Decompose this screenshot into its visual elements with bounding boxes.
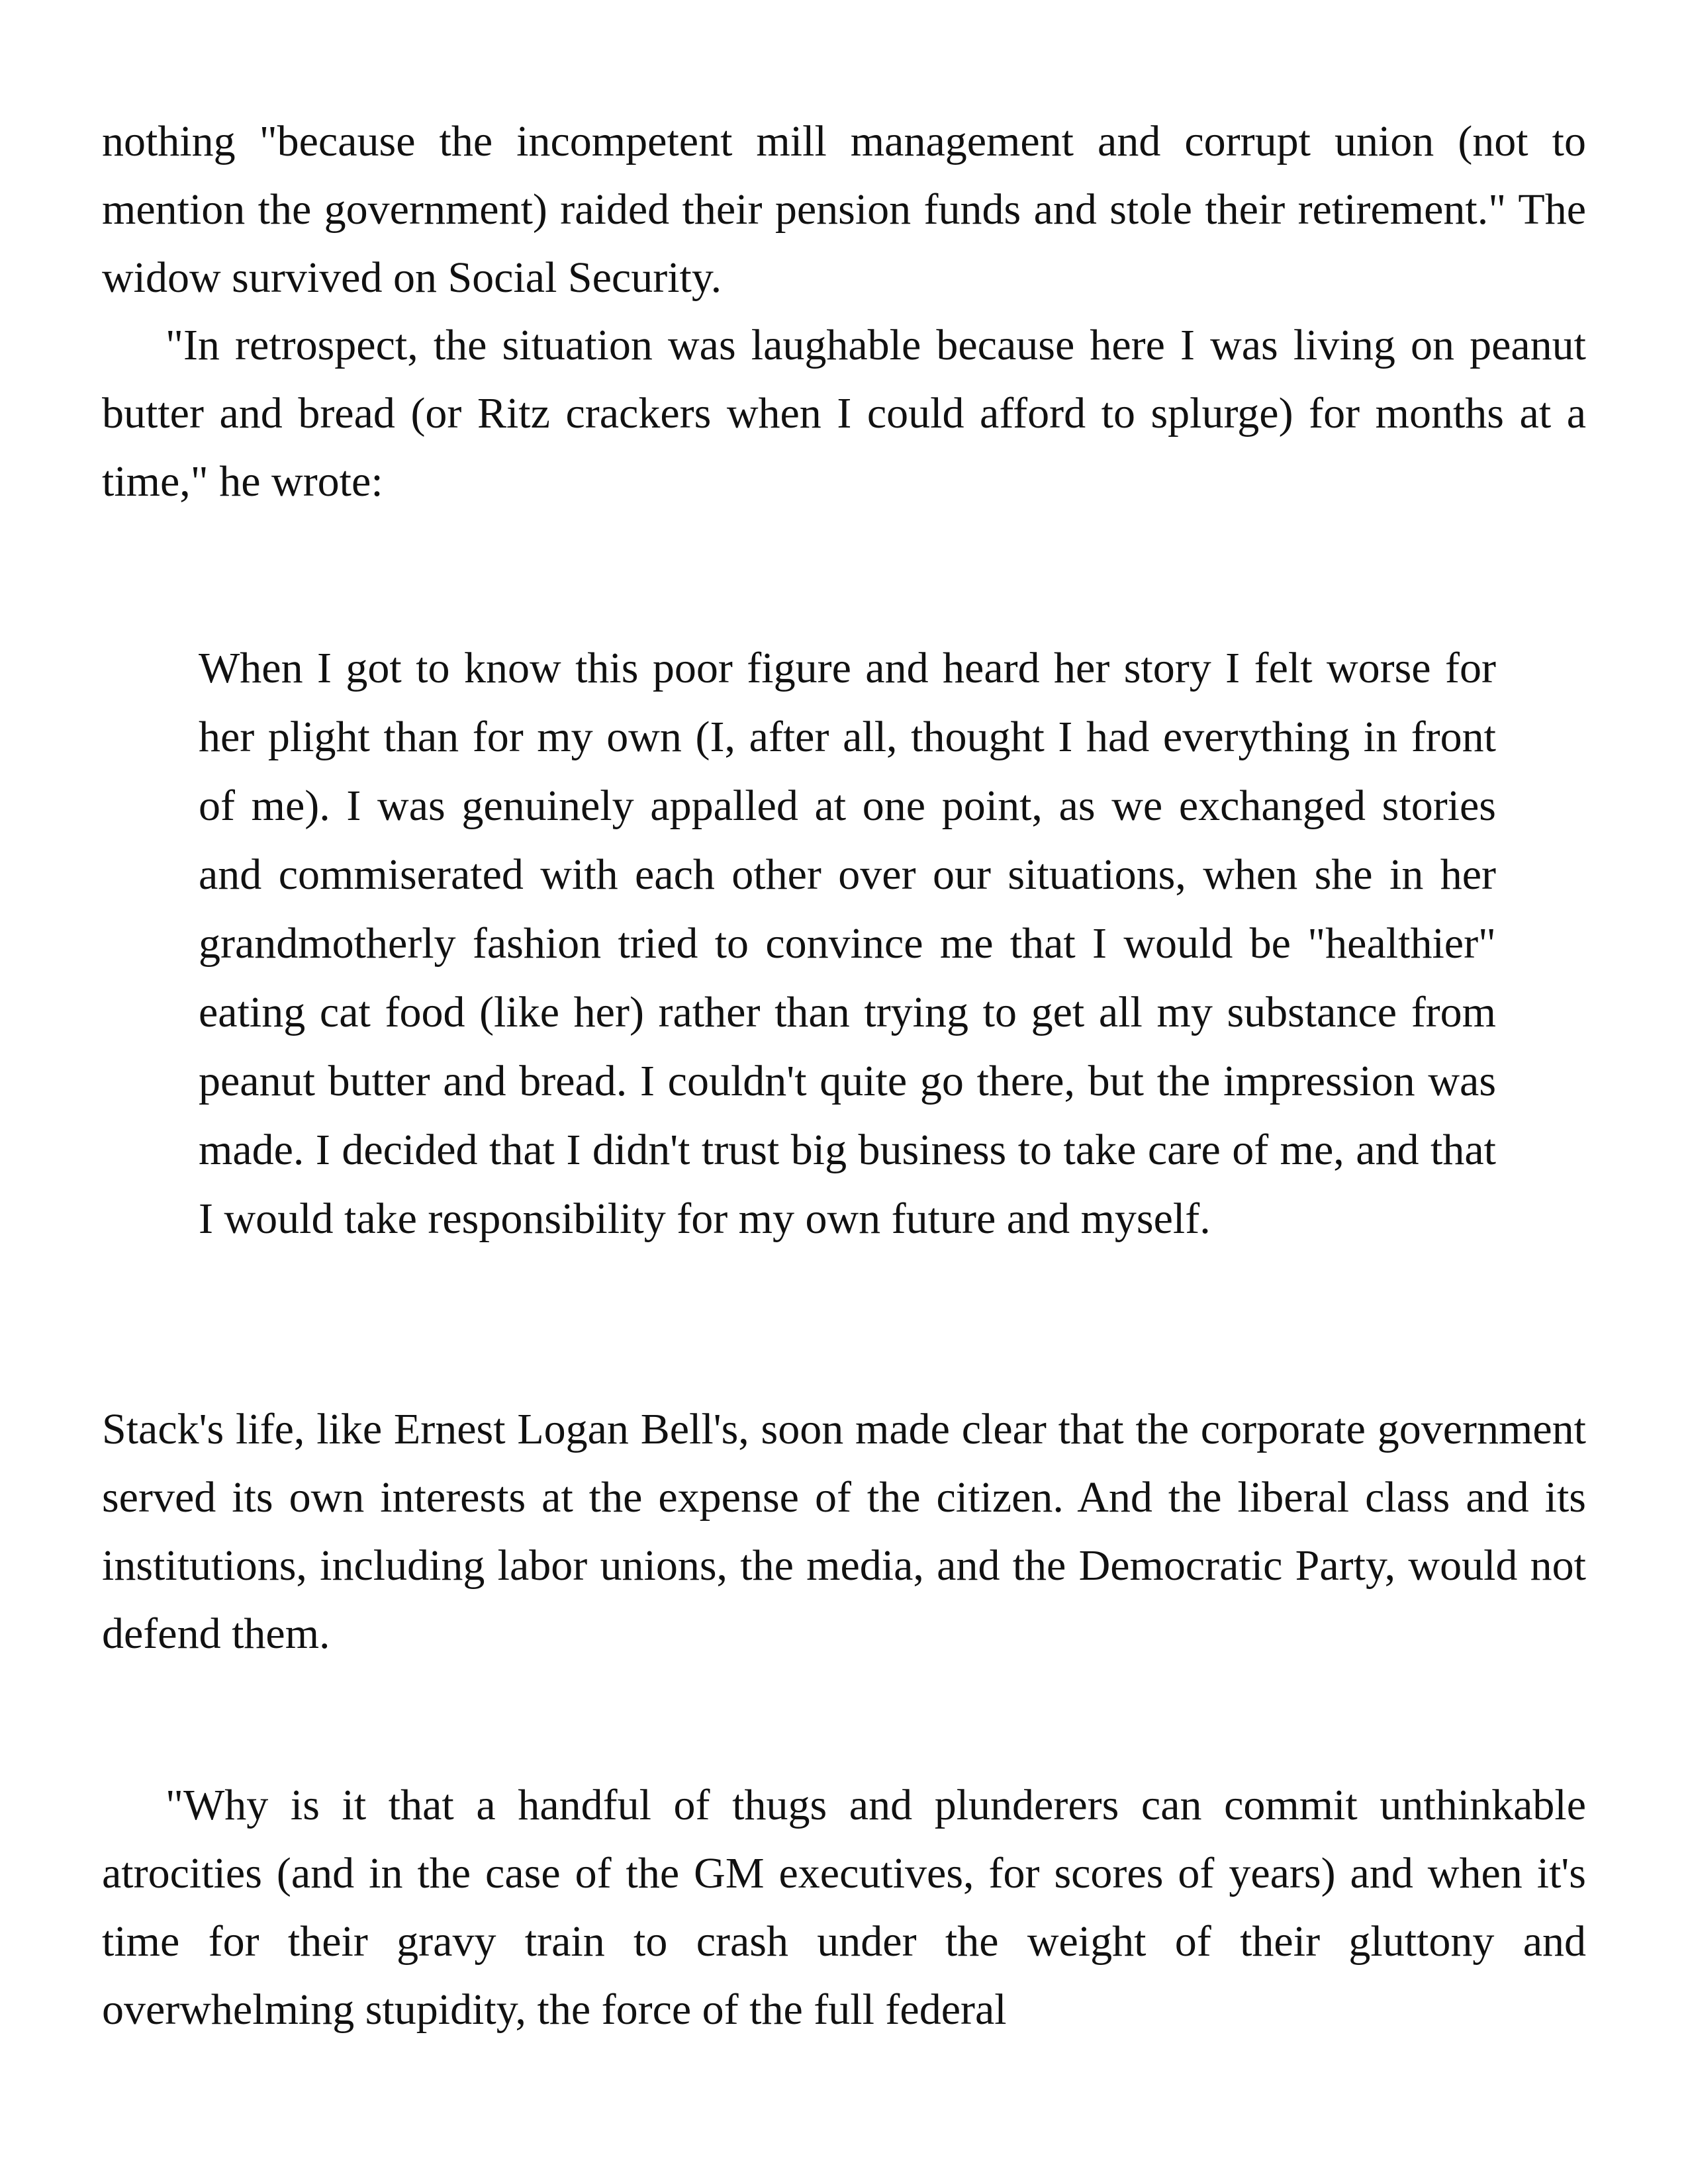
paragraph-corporate-government: Stack's life, like Ernest Logan Bell's, soon made clear that the corporate government served its own interests at the expense of the citizen. And the liberal class and its institutions, including labor unions, the media, and the Democratic Party, would not defend them. [102, 1405, 1586, 1658]
paragraph-peanut-butter: "In retrospect, the situation was laughable because here I was living on peanut butter and bread (or Ritz crackers when I could afford to splurge) for months at a time," he wrote: [102, 321, 1586, 506]
block-quote-cat-food: When I got to know this poor figure and heard her story I felt worse for her plight than for my own (I, after all, thought I had everything in front of me). I was genuinely appalled at one point, as we exchanged stories and commiserated with each other over our situations, when she in her grandmotherly fashion tried to convince me that I would be "healthier" eating cat food (like her) rather than trying to get all my substance from peanut butter and bread. I couldn't quite go there, but the impression was made. I decided that I didn't trust big business to take care of me, and that I would take responsibility for my own future and myself. [199, 644, 1496, 1243]
paragraph-pension-funds: nothing "because the incompetent mill management and corrupt union (not to mention the government) raided their pension funds and stole their retirement." The widow survived on Social Security. [102, 117, 1586, 302]
paragraph-thugs-and-plunderers: "Why is it that a handful of thugs and plunderers can commit unthinkable atrocities (and in the case of the GM executives, for scores of years) and when it's time for their gravy train to crash under the weight of their gluttony and overwhelming stupidity, the force of the full federal [102, 1781, 1586, 2034]
